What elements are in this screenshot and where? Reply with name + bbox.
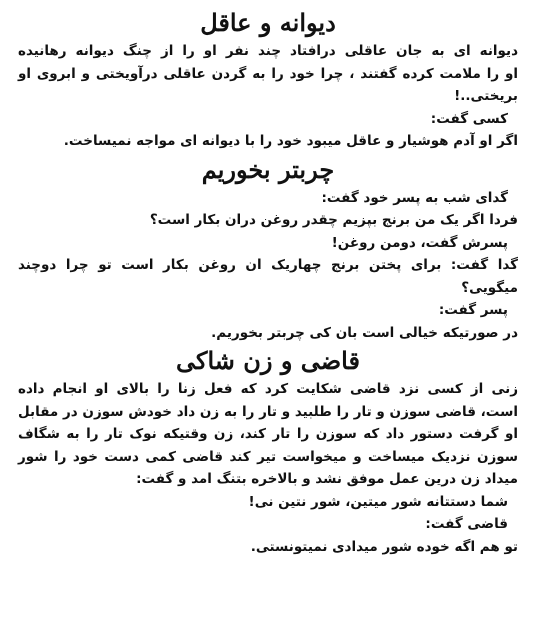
- story-line: زنی از کسی نزد قاضی شکایت کرد که فعل زنا را بالای او انجام داده: [18, 381, 518, 397]
- story-line: بریختی..!: [454, 88, 518, 104]
- document-page: [18, 6, 518, 558]
- section-title-divane-va-aqel: دیوانه و عاقل: [200, 8, 336, 37]
- section-title-charbtar-bokhorim: چربتر بخوریم: [201, 154, 335, 184]
- story-line: کسی گفت:: [430, 110, 508, 127]
- story-line: است، قاضی سوزن و تار را طلبید و تار را به زن داد خودش سوزن در مقابل: [18, 403, 518, 420]
- story-line: گدا گفت: برای پختن برنج چهاریک ان روغن بکار است تو چرا دوچند: [18, 257, 518, 273]
- story-line: میداد زن درین عمل موفق نشد و بالاخره بتنگ امد و گفت:: [136, 471, 518, 487]
- story-line: او را ملامت کرده گفتند ، چرا خود را به گردن عاقلی درآویختی و ابروی او: [18, 65, 518, 82]
- section-title-qazi-va-zan-shaki: قاضی و زن شاکی: [176, 346, 360, 375]
- story-line: او گرفت دستور داد که سوزن را تار کند، زن وقتیکه نوک تار را به شگاف: [18, 426, 518, 442]
- story-line: فردا اگر یک من برنج بپزیم چقدر روغن دران بکار است؟: [149, 212, 518, 228]
- story-line: تو هم اگه خوده شور میدادی نمیتونستی.: [250, 538, 518, 555]
- story-line: شما دستتانه شور میتین، شور نتین نی!: [248, 493, 508, 510]
- story-line: سوزن نزدیک میساخت و میخواست تیر کند قاضی کمی دست خود را شور: [18, 448, 518, 465]
- story-line: پسر گفت:: [438, 302, 508, 318]
- story-line: در صورتیکه خیالی است بان کی چربتر بخوریم.: [211, 324, 518, 341]
- story-line: میگویی؟: [461, 279, 518, 296]
- story-line: گدای شب به پسر خود گفت:: [321, 189, 508, 206]
- story-line: دیوانه ای به جان عاقلی درافتاد چند نفر او را از چنگ دیوانه رهانیده: [18, 43, 518, 59]
- story-line: اگر او آدم هوشیار و عاقل میبود خود را با دیوانه ای مواجه نمیساخت.: [63, 133, 518, 149]
- story-line: قاضی گفت:: [425, 516, 508, 532]
- story-line: پسرش گفت، دومن روغن!: [331, 234, 508, 251]
